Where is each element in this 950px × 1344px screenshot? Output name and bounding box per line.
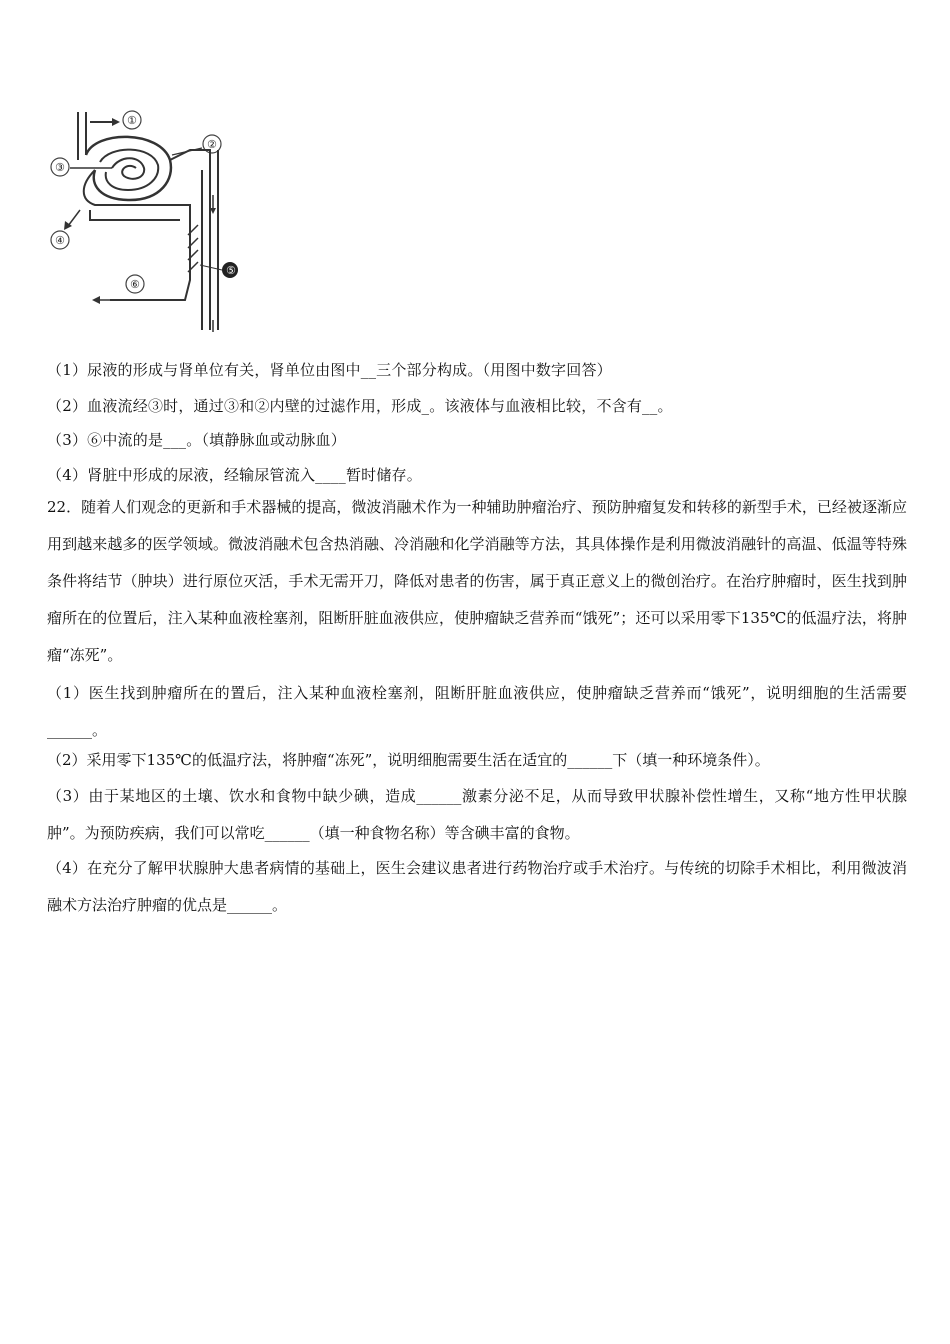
label-4: ④ [55,234,65,247]
label-1: ① [127,114,137,127]
nephron-svg [40,100,250,340]
q21-item-2: （2）血液流经③时，通过③和②内壁的过滤作用，形成_。该液体与血液相比较，不含有__。 [47,397,673,415]
nephron-diagram [40,100,250,340]
label-5: ⑤ [226,264,236,277]
label-6: ⑥ [130,278,140,291]
q22-item-3: （3）由于某地区的土壤、饮水和食物中缺少碘，造成______激素分泌不足，从而导致甲状腺补偿性增生，又称“地方性甲状腺肿”。为预防疾病，我们可以常吃______（填一种食物名称）等含碘丰富的食物。 [47,787,907,842]
label-2: ② [207,138,217,151]
q22-item-4: （4）在充分了解甲状腺肿大患者病情的基础上，医生会建议患者进行药物治疗或手术治疗。与传统的切除手术相比，利用微波消融术方法治疗肿瘤的优点是______。 [47,859,907,914]
q21-item-3: （3）⑥中流的是___。（填静脉血或动脉血） [47,431,346,449]
q21-item-1: （1）尿液的形成与肾单位有关，肾单位由图中__三个部分构成。（用图中数字回答） [47,361,612,379]
q22-item-1: （1）医生找到肿瘤所在的置后，注入某种血液栓塞剂，阻断肝脏血液供应，使肿瘤缺乏营养而“饿死”，说明细胞的生活需要______。 [47,684,907,739]
label-3: ③ [55,161,65,174]
q22-item-2: （2）采用零下135℃的低温疗法，将肿瘤“冻死”，说明细胞需要生活在适宜的______下（填一种环境条件）。 [47,751,770,769]
q21-item-4: （4）肾脏中形成的尿液，经输尿管流入____暂时储存。 [47,466,422,484]
q22-stem: 22．随着人们观念的更新和手术器械的提高，微波消融术作为一种辅助肿瘤治疗、预防肿瘤复发和转移的新型手术，已经被逐渐应用到越来越多的医学领域。微波消融术包含热消融、冷消融和化学消融等方法，其具体操作是利用微波消融针的高温、低温等特殊条件将结节（肿块）进行原位灭活，手术无需开刀，降低对患者的伤害，属于真正意义上的微创治疗。在治疗肿瘤时，医生找到肿瘤所在的位置后，注入某种血液栓塞剂，阻断肝脏血液供应，使肿瘤缺乏营养而“饿死”；还可以采用零下135℃的低温疗法，将肿瘤“冻死”。 [47,498,907,664]
